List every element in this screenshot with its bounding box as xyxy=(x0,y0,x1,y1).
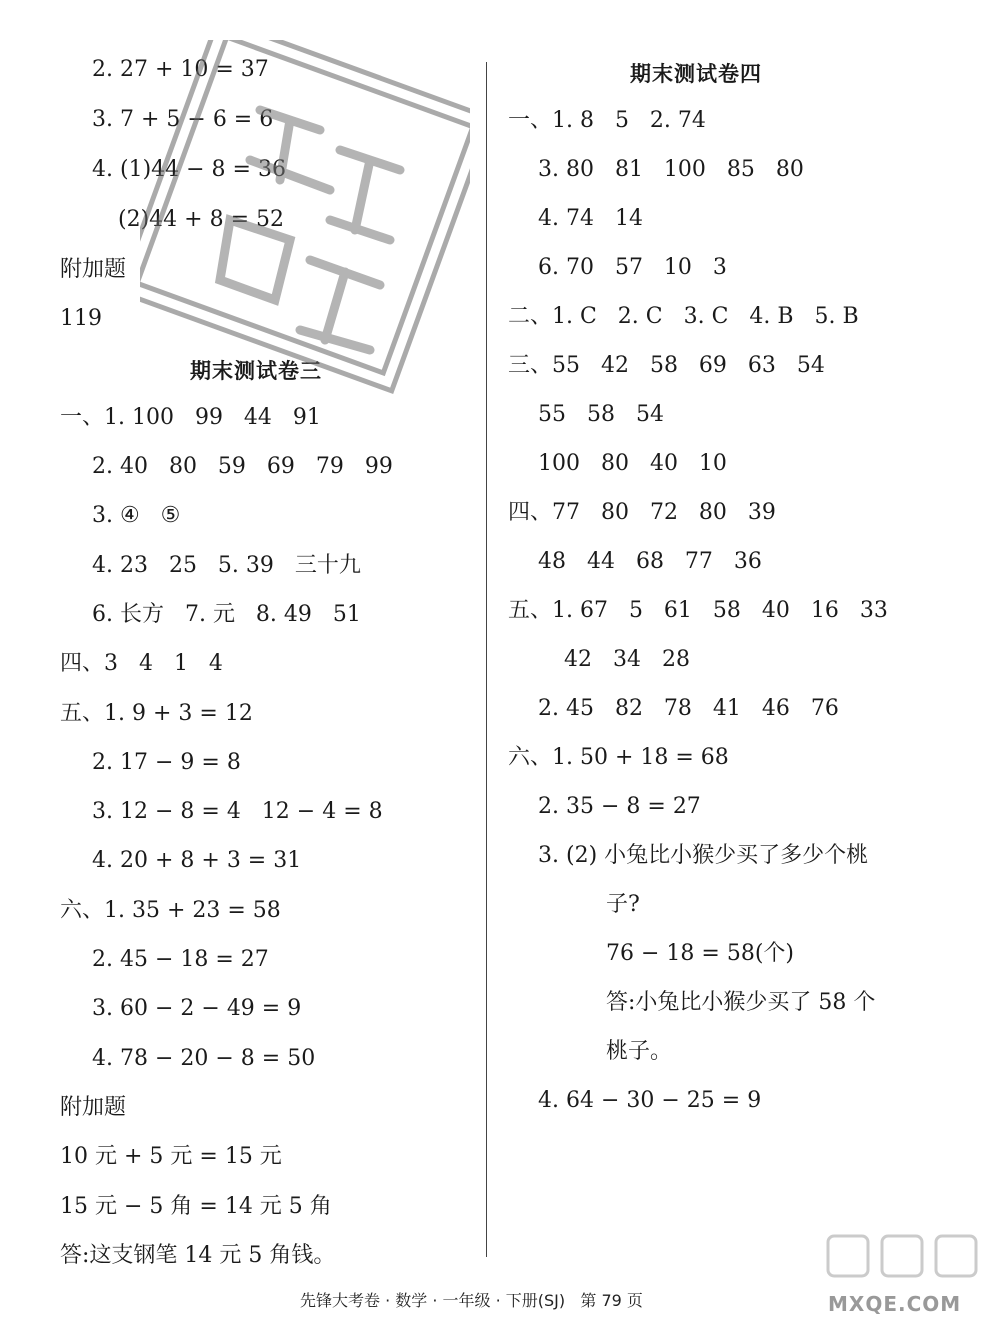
answer-line: 2. 45 82 78 41 46 76 xyxy=(538,696,839,721)
answer-line: 6. 70 57 10 3 xyxy=(538,255,727,280)
answer-line: 55 58 54 xyxy=(538,402,664,427)
answer-line: 六、1. 35 + 23 = 58 xyxy=(60,898,281,923)
answer-line: 119 xyxy=(60,306,102,331)
answer-line: 3. 80 81 100 85 80 xyxy=(538,157,804,182)
answer-line: 2. 27 + 10 = 37 xyxy=(92,57,269,82)
answer-line: 3. 7 + 5 − 6 = 6 xyxy=(92,107,274,132)
answer-line: 答:小兔比小猴少买了 58 个 xyxy=(606,990,876,1015)
answer-line: 76 − 18 = 58(个) xyxy=(606,941,794,966)
answer-line: 答:这支钢笔 14 元 5 角钱。 xyxy=(60,1243,336,1268)
answer-line: 子? xyxy=(606,892,640,917)
answer-line: 四、3 4 1 4 xyxy=(60,651,223,676)
site-watermark: MXQE.COM xyxy=(828,1292,962,1316)
answer-line: 一、1. 100 99 44 91 xyxy=(60,405,321,430)
answer-line: 2. 35 − 8 = 27 xyxy=(538,794,701,819)
answer-line: 42 34 28 xyxy=(564,647,690,672)
answer-line: 一、1. 8 5 2. 74 xyxy=(508,108,706,133)
answer-line: 3. ④ ⑤ xyxy=(92,503,181,528)
answer-line: 五、1. 67 5 61 58 40 16 33 xyxy=(508,598,888,623)
answer-line: 五、1. 9 + 3 = 12 xyxy=(60,701,253,726)
extra-question-label: 附加题 xyxy=(60,257,127,282)
answer-line: 四、77 80 72 80 39 xyxy=(508,500,776,525)
answer-line: 6. 长方 7. 元 8. 49 51 xyxy=(92,602,361,627)
stamp-watermark-icon xyxy=(140,40,470,460)
answer-line: 100 80 40 10 xyxy=(538,451,727,476)
answer-line: 4. 74 14 xyxy=(538,206,643,231)
answer-line: 三、55 42 58 69 63 54 xyxy=(508,353,825,378)
answer-line: 4. 78 − 20 − 8 = 50 xyxy=(92,1046,316,1071)
answer-line: 4. 23 25 5. 39 三十九 xyxy=(92,553,361,578)
answer-line: 4. (1)44 − 8 = 36 xyxy=(92,157,286,182)
answer-line: 3. 12 − 8 = 4 12 − 4 = 8 xyxy=(92,799,383,824)
section-title: 期末测试卷三 xyxy=(190,359,322,383)
answer-line: 桃子。 xyxy=(606,1039,673,1064)
answer-line: 3. 60 − 2 − 49 = 9 xyxy=(92,996,302,1021)
section-title: 期末测试卷四 xyxy=(630,62,762,86)
page-footer: 先锋大考卷 · 数学 · 一年级 · 下册(SJ) 第 79 页 xyxy=(300,1291,643,1310)
answer-line: (2)44 + 8 = 52 xyxy=(118,207,284,232)
answer-line: 10 元 + 5 元 = 15 元 xyxy=(60,1144,282,1169)
answer-line: 3. (2) 小兔比小猴少买了多少个桃 xyxy=(538,843,869,868)
answer-line: 2. 45 − 18 = 27 xyxy=(92,947,269,972)
answer-line: 4. 20 + 8 + 3 = 31 xyxy=(92,848,302,873)
answer-line: 2. 40 80 59 69 79 99 xyxy=(92,454,393,479)
answer-line: 15 元 − 5 角 = 14 元 5 角 xyxy=(60,1194,332,1219)
answer-line: 六、1. 50 + 18 = 68 xyxy=(508,745,729,770)
column-divider xyxy=(486,62,487,1257)
answer-line: 48 44 68 77 36 xyxy=(538,549,762,574)
answer-line: 4. 64 − 30 − 25 = 9 xyxy=(538,1088,762,1113)
answer-line: 二、1. C 2. C 3. C 4. B 5. B xyxy=(508,304,859,329)
extra-question-label: 附加题 xyxy=(60,1095,127,1120)
answer-line: 2. 17 − 9 = 8 xyxy=(92,750,241,775)
